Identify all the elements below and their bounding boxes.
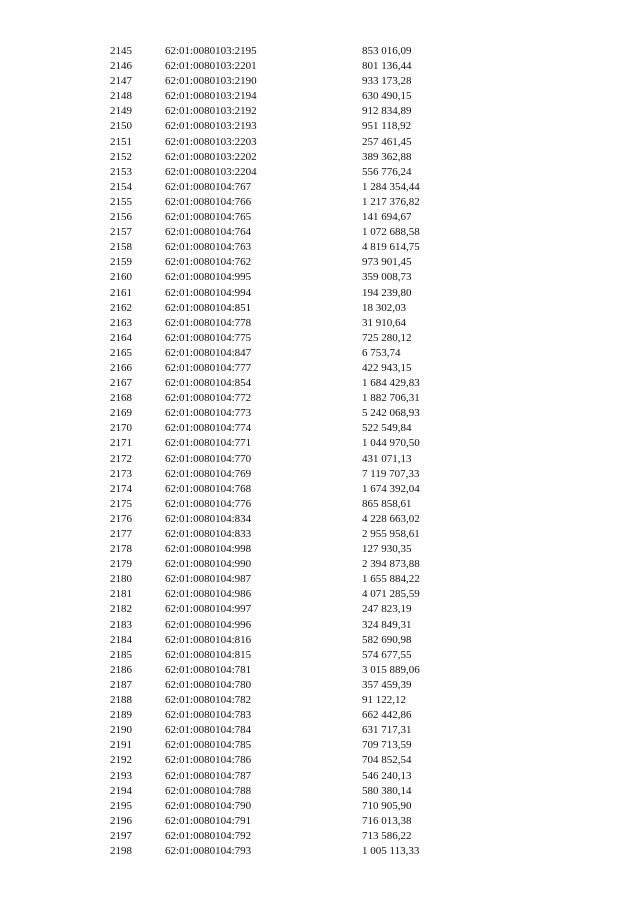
row-number-cell: 2161 <box>110 286 132 299</box>
cadastral-value-cell: 912 834,89 <box>362 105 412 118</box>
row-number-cell: 2160 <box>110 271 132 284</box>
row-number-cell: 2192 <box>110 754 132 767</box>
row-number-cell: 2177 <box>110 528 132 540</box>
cadastral-value-cell: 951 118,92 <box>362 120 412 133</box>
row-number-cell: 2189 <box>110 709 132 722</box>
cadastral-value-cell: 582 690,98 <box>362 633 412 646</box>
cadastral-value-cell: 7 119 707,33 <box>362 467 420 480</box>
cadastral-number-cell: 62:01:0080103:2203 <box>165 135 257 148</box>
row-number-cell: 2166 <box>110 361 132 374</box>
cadastral-number-cell: 62:01:0080104:834 <box>165 512 252 525</box>
cadastral-number-cell: 62:01:0080104:815 <box>165 648 252 661</box>
cadastral-value-cell: 580 380,14 <box>362 784 412 797</box>
table-row <box>0 769 640 784</box>
table-row <box>0 316 640 331</box>
table-row <box>0 723 640 738</box>
cadastral-value-cell: 194 239,80 <box>362 286 412 299</box>
cadastral-number-cell: 62:01:0080104:776 <box>165 497 252 510</box>
cadastral-value-cell: 630 490,15 <box>362 90 412 103</box>
cadastral-value-table <box>0 44 640 859</box>
table-row <box>0 286 640 301</box>
cadastral-number-cell: 62:01:0080104:778 <box>165 316 252 329</box>
cadastral-number-cell: 62:01:0080104:781 <box>165 663 252 676</box>
table-row <box>0 784 640 799</box>
cadastral-value-cell: 704 852,54 <box>362 754 412 767</box>
row-number-cell: 2185 <box>110 648 132 661</box>
row-number-cell: 2176 <box>110 512 132 525</box>
table-row <box>0 482 640 497</box>
table-row <box>0 467 640 482</box>
row-number-cell: 2170 <box>110 422 132 435</box>
table-row <box>0 44 640 59</box>
row-number-cell: 2163 <box>110 316 132 329</box>
table-row <box>0 406 640 421</box>
table-row <box>0 119 640 134</box>
cadastral-number-cell: 62:01:0080104:792 <box>165 829 252 842</box>
cadastral-value-cell: 1 882 706,31 <box>362 392 420 405</box>
cadastral-value-cell: 713 586,22 <box>362 829 412 842</box>
cadastral-value-cell: 141 694,67 <box>362 211 412 224</box>
row-number-cell: 2154 <box>110 180 132 193</box>
cadastral-value-cell: 710 905,90 <box>362 799 412 812</box>
cadastral-value-cell: 1 674 392,04 <box>362 482 420 495</box>
cadastral-number-cell: 62:01:0080104:851 <box>165 301 252 314</box>
row-number-cell: 2195 <box>110 799 132 812</box>
table-row <box>0 738 640 753</box>
row-number-cell: 2194 <box>110 784 132 797</box>
row-number-cell: 2164 <box>110 331 132 344</box>
cadastral-value-cell: 1 005 113,33 <box>362 844 420 857</box>
cadastral-number-cell: 62:01:0080104:764 <box>165 226 252 239</box>
cadastral-number-cell: 62:01:0080104:788 <box>165 784 252 797</box>
row-number-cell: 2145 <box>110 45 132 57</box>
cadastral-value-cell: 933 173,28 <box>362 75 412 88</box>
cadastral-number-cell: 62:01:0080104:767 <box>165 180 252 193</box>
table-row <box>0 663 640 678</box>
cadastral-number-cell: 62:01:0080103:2204 <box>165 165 257 178</box>
row-number-cell: 2191 <box>110 739 132 752</box>
cadastral-value-cell: 2 394 873,88 <box>362 558 420 571</box>
row-number-cell: 2148 <box>110 90 132 103</box>
cadastral-value-cell: 853 016,09 <box>362 45 412 57</box>
row-number-cell: 2167 <box>110 377 132 390</box>
cadastral-value-cell: 865 858,61 <box>362 497 412 510</box>
cadastral-value-cell: 1 072 688,58 <box>362 226 420 239</box>
cadastral-number-cell: 62:01:0080104:780 <box>165 678 252 691</box>
cadastral-value-cell: 4 071 285,59 <box>362 588 420 601</box>
cadastral-value-cell: 431 071,13 <box>362 452 412 465</box>
row-number-cell: 2196 <box>110 814 132 827</box>
cadastral-value-cell: 257 461,45 <box>362 135 412 148</box>
cadastral-number-cell: 62:01:0080104:987 <box>165 573 252 586</box>
table-row <box>0 180 640 195</box>
table-row <box>0 59 640 74</box>
table-row <box>0 104 640 119</box>
row-number-cell: 2186 <box>110 663 132 676</box>
cadastral-number-cell: 62:01:0080104:997 <box>165 603 252 616</box>
cadastral-number-cell: 62:01:0080104:793 <box>165 844 252 857</box>
table-row <box>0 301 640 316</box>
cadastral-number-cell: 62:01:0080104:998 <box>165 543 252 556</box>
cadastral-number-cell: 62:01:0080104:765 <box>165 211 252 224</box>
cadastral-value-cell: 389 362,88 <box>362 150 412 163</box>
table-body <box>0 44 640 859</box>
cadastral-number-cell: 62:01:0080104:774 <box>165 422 252 435</box>
cadastral-value-cell: 556 776,24 <box>362 165 412 178</box>
cadastral-number-cell: 62:01:0080104:994 <box>165 286 252 299</box>
row-number-cell: 2190 <box>110 724 132 737</box>
cadastral-value-cell: 359 008,73 <box>362 271 412 284</box>
row-number-cell: 2157 <box>110 226 132 239</box>
row-number-cell: 2172 <box>110 452 132 465</box>
cadastral-number-cell: 62:01:0080104:847 <box>165 346 252 359</box>
cadastral-number-cell: 62:01:0080104:782 <box>165 694 252 707</box>
cadastral-value-cell: 2 955 958,61 <box>362 528 420 540</box>
cadastral-value-cell: 546 240,13 <box>362 769 412 782</box>
table-row <box>0 799 640 814</box>
cadastral-value-cell: 357 459,39 <box>362 678 412 691</box>
row-number-cell: 2188 <box>110 694 132 707</box>
table-row <box>0 391 640 406</box>
cadastral-number-cell: 62:01:0080104:766 <box>165 195 252 208</box>
table-row <box>0 648 640 663</box>
table-row <box>0 255 640 270</box>
cadastral-value-cell: 662 442,86 <box>362 709 412 722</box>
table-row <box>0 527 640 542</box>
table-row <box>0 452 640 467</box>
row-number-cell: 2175 <box>110 497 132 510</box>
cadastral-value-cell: 631 717,31 <box>362 724 412 737</box>
table-row <box>0 331 640 346</box>
row-number-cell: 2182 <box>110 603 132 616</box>
cadastral-value-cell: 31 910,64 <box>362 316 406 329</box>
cadastral-number-cell: 62:01:0080103:2193 <box>165 120 257 133</box>
cadastral-number-cell: 62:01:0080104:762 <box>165 256 252 269</box>
table-row <box>0 633 640 648</box>
row-number-cell: 2174 <box>110 482 132 495</box>
table-row <box>0 708 640 723</box>
cadastral-number-cell: 62:01:0080103:2194 <box>165 90 257 103</box>
cadastral-number-cell: 62:01:0080104:775 <box>165 331 252 344</box>
table-row <box>0 618 640 633</box>
table-row <box>0 678 640 693</box>
cadastral-value-cell: 716 013,38 <box>362 814 412 827</box>
cadastral-number-cell: 62:01:0080104:785 <box>165 739 252 752</box>
table-row <box>0 512 640 527</box>
cadastral-number-cell: 62:01:0080104:854 <box>165 377 252 390</box>
cadastral-number-cell: 62:01:0080104:833 <box>165 528 252 540</box>
table-row <box>0 195 640 210</box>
cadastral-value-cell: 5 242 068,93 <box>362 407 420 420</box>
cadastral-value-cell: 422 943,15 <box>362 361 412 374</box>
row-number-cell: 2183 <box>110 618 132 631</box>
row-number-cell: 2168 <box>110 392 132 405</box>
row-number-cell: 2169 <box>110 407 132 420</box>
cadastral-number-cell: 62:01:0080104:771 <box>165 437 252 450</box>
cadastral-number-cell: 62:01:0080104:763 <box>165 241 252 254</box>
cadastral-number-cell: 62:01:0080104:787 <box>165 769 252 782</box>
cadastral-value-cell: 725 280,12 <box>362 331 412 344</box>
table-row <box>0 165 640 180</box>
cadastral-number-cell: 62:01:0080104:791 <box>165 814 252 827</box>
table-row <box>0 240 640 255</box>
cadastral-value-cell: 91 122,12 <box>362 694 406 707</box>
row-number-cell: 2197 <box>110 829 132 842</box>
cadastral-value-cell: 1 684 429,83 <box>362 377 420 390</box>
cadastral-value-cell: 1 217 376,82 <box>362 195 420 208</box>
cadastral-value-cell: 1 655 884,22 <box>362 573 420 586</box>
cadastral-number-cell: 62:01:0080104:772 <box>165 392 252 405</box>
cadastral-number-cell: 62:01:0080104:816 <box>165 633 252 646</box>
table-row <box>0 210 640 225</box>
cadastral-number-cell: 62:01:0080103:2202 <box>165 150 257 163</box>
cadastral-number-cell: 62:01:0080104:770 <box>165 452 252 465</box>
cadastral-number-cell: 62:01:0080104:790 <box>165 799 252 812</box>
row-number-cell: 2171 <box>110 437 132 450</box>
row-number-cell: 2149 <box>110 105 132 118</box>
cadastral-value-cell: 324 849,31 <box>362 618 412 631</box>
cadastral-value-cell: 574 677,55 <box>362 648 412 661</box>
row-number-cell: 2180 <box>110 573 132 586</box>
row-number-cell: 2181 <box>110 588 132 601</box>
row-number-cell: 2178 <box>110 543 132 556</box>
cadastral-value-cell: 247 823,19 <box>362 603 412 616</box>
row-number-cell: 2193 <box>110 769 132 782</box>
row-number-cell: 2151 <box>110 135 132 148</box>
cadastral-number-cell: 62:01:0080103:2190 <box>165 75 257 88</box>
row-number-cell: 2159 <box>110 256 132 269</box>
row-number-cell: 2198 <box>110 844 132 857</box>
table-row <box>0 74 640 89</box>
table-row <box>0 376 640 391</box>
table-row <box>0 844 640 859</box>
table-row <box>0 753 640 768</box>
cadastral-value-cell: 973 901,45 <box>362 256 412 269</box>
table-row <box>0 361 640 376</box>
cadastral-value-cell: 1 284 354,44 <box>362 180 420 193</box>
cadastral-number-cell: 62:01:0080104:783 <box>165 709 252 722</box>
cadastral-number-cell: 62:01:0080104:990 <box>165 558 252 571</box>
row-number-cell: 2158 <box>110 241 132 254</box>
cadastral-number-cell: 62:01:0080104:996 <box>165 618 252 631</box>
cadastral-number-cell: 62:01:0080104:986 <box>165 588 252 601</box>
table-row <box>0 693 640 708</box>
row-number-cell: 2147 <box>110 75 132 88</box>
table-row <box>0 135 640 150</box>
cadastral-number-cell: 62:01:0080104:777 <box>165 361 252 374</box>
table-row <box>0 542 640 557</box>
cadastral-number-cell: 62:01:0080103:2192 <box>165 105 257 118</box>
cadastral-number-cell: 62:01:0080104:995 <box>165 271 252 284</box>
row-number-cell: 2187 <box>110 678 132 691</box>
row-number-cell: 2173 <box>110 467 132 480</box>
table-row <box>0 814 640 829</box>
cadastral-value-cell: 1 044 970,50 <box>362 437 420 450</box>
cadastral-value-cell: 522 549,84 <box>362 422 412 435</box>
table-row <box>0 89 640 104</box>
cadastral-value-cell: 709 713,59 <box>362 739 412 752</box>
table-row <box>0 421 640 436</box>
row-number-cell: 2146 <box>110 60 132 73</box>
table-row <box>0 150 640 165</box>
row-number-cell: 2153 <box>110 165 132 178</box>
table-row <box>0 225 640 240</box>
cadastral-value-cell: 3 015 889,06 <box>362 663 420 676</box>
table-row <box>0 557 640 572</box>
row-number-cell: 2165 <box>110 346 132 359</box>
table-row <box>0 602 640 617</box>
cadastral-value-cell: 4 228 663,02 <box>362 512 420 525</box>
cadastral-number-cell: 62:01:0080104:769 <box>165 467 252 480</box>
row-number-cell: 2156 <box>110 211 132 224</box>
row-number-cell: 2184 <box>110 633 132 646</box>
row-number-cell: 2162 <box>110 301 132 314</box>
row-number-cell: 2152 <box>110 150 132 163</box>
row-number-cell: 2179 <box>110 558 132 571</box>
cadastral-number-cell: 62:01:0080104:773 <box>165 407 252 420</box>
row-number-cell: 2150 <box>110 120 132 133</box>
table-row <box>0 587 640 602</box>
row-number-cell: 2155 <box>110 195 132 208</box>
cadastral-number-cell: 62:01:0080103:2201 <box>165 60 257 73</box>
cadastral-value-cell: 6 753,74 <box>362 346 401 359</box>
cadastral-value-cell: 801 136,44 <box>362 60 412 73</box>
cadastral-value-cell: 4 819 614,75 <box>362 241 420 254</box>
table-row <box>0 572 640 587</box>
table-row <box>0 829 640 844</box>
table-row <box>0 346 640 361</box>
cadastral-number-cell: 62:01:0080103:2195 <box>165 45 257 57</box>
cadastral-value-cell: 18 302,03 <box>362 301 406 314</box>
cadastral-number-cell: 62:01:0080104:784 <box>165 724 252 737</box>
table-row <box>0 270 640 285</box>
cadastral-number-cell: 62:01:0080104:786 <box>165 754 252 767</box>
table-row <box>0 436 640 451</box>
table-row <box>0 497 640 512</box>
cadastral-number-cell: 62:01:0080104:768 <box>165 482 252 495</box>
cadastral-value-cell: 127 930,35 <box>362 543 412 556</box>
